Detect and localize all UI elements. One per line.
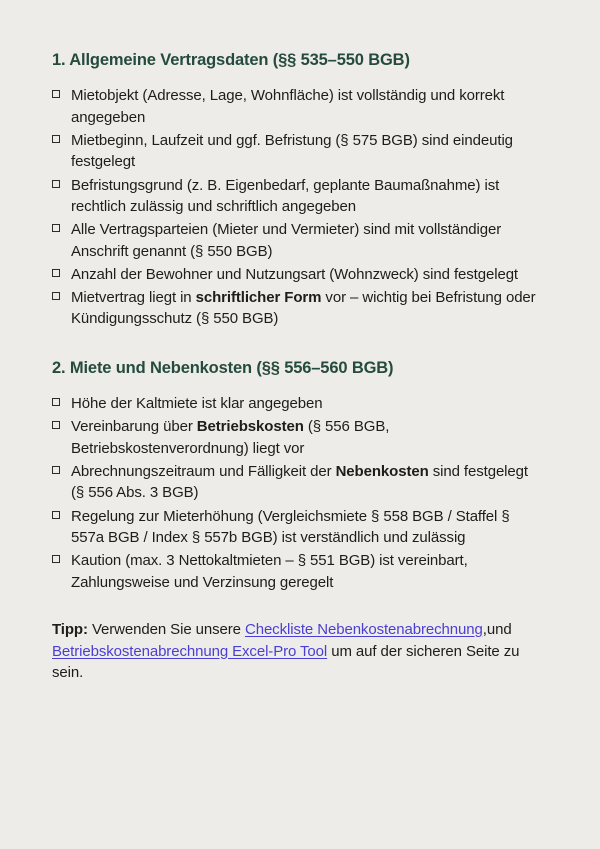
checkbox-icon[interactable] <box>52 180 60 188</box>
checklist-item[interactable] <box>52 85 544 128</box>
checklist-item[interactable] <box>52 461 544 504</box>
emphasis-text: Nebenkosten <box>335 463 429 481</box>
section-heading: 2. Miete und Nebenkosten (§§ 556–560 BGB) <box>52 358 394 377</box>
checklist-item-label: Abrechnungszeitraum und Fälligkeit der Nebenkosten sind festgelegt (§ 556 Abs. 3 BGB) <box>71 463 528 502</box>
checkbox-icon[interactable] <box>52 135 60 143</box>
checkbox-icon[interactable] <box>52 90 60 98</box>
checklist-item[interactable] <box>52 264 544 285</box>
tip-link[interactable]: Betriebskostenabrechnung Excel-Pro Tool <box>52 642 328 660</box>
emphasis-text: schriftlicher Form <box>195 289 322 307</box>
checklist-item-label: Mietvertrag liegt in schriftlicher Form vor – wichtig bei Befristung oder Kündigungsschutz (§ 550 BGB) <box>71 289 536 328</box>
checkbox-icon[interactable] <box>52 511 60 519</box>
checklist-item[interactable] <box>52 130 544 173</box>
checkbox-icon[interactable] <box>52 421 60 429</box>
checkbox-icon[interactable] <box>52 269 60 277</box>
checklist-section-2 <box>52 393 544 593</box>
checklist-item[interactable] <box>52 506 544 549</box>
checklist-item-label: Höhe der Kaltmiete ist klar angegeben <box>71 395 323 413</box>
tip-link[interactable]: Checkliste Nebenkostenabrechnung <box>244 620 483 638</box>
checkbox-icon[interactable] <box>52 292 60 300</box>
checklist-item-label: Anzahl der Bewohner und Nutzungsart (Wohnzweck) sind festgelegt <box>71 265 519 283</box>
checklist-item-label: Mietbeginn, Laufzeit und ggf. Befristung (§ 575 BGB) sind eindeutig festgelegt <box>71 132 513 171</box>
section-heading: 1. Allgemeine Vertragsdaten (§§ 535–550 BGB) <box>52 51 410 69</box>
checklist-item[interactable] <box>52 393 544 414</box>
checklist-item-label: Regelung zur Mieterhöhung (Vergleichsmiete § 558 BGB / Staffel § 557a BGB / Index § 557b BGB) ist verständlich und zulässig <box>71 507 510 546</box>
emphasis-text: Betriebskosten <box>196 418 304 436</box>
section-miete-und-nebenkosten <box>52 358 544 593</box>
checklist-item-label: Vereinbarung über Betriebskosten (§ 556 BGB, Betriebskostenverordnung) liegt vor <box>71 418 390 457</box>
checklist-item-label: Alle Vertragsparteien (Mieter und Vermieter) sind mit vollständiger Anschrift genannt (§ 550 BGB) <box>71 221 502 260</box>
checklist-item[interactable] <box>52 287 544 330</box>
tip-body: Verwenden Sie unsere Checkliste Nebenkostenabrechnung,und Betriebskostenabrechnung Excel-Pro Tool um auf der sicheren Seite zu sein. <box>52 620 520 682</box>
checklist-section-1 <box>52 85 544 329</box>
section-allgemeine-vertragsdaten <box>52 50 544 330</box>
checklist-item[interactable] <box>52 550 544 593</box>
checklist-item[interactable] <box>52 219 544 262</box>
checklist-item-label: Kaution (max. 3 Nettokaltmieten – § 551 BGB) ist vereinbart, Zahlungsweise und Verzinsung geregelt <box>71 552 468 591</box>
checkbox-icon[interactable] <box>52 555 60 563</box>
checklist-item[interactable] <box>52 416 544 459</box>
checklist-item-label: Mietobjekt (Adresse, Lage, Wohnfläche) ist vollständig und korrekt angegeben <box>71 87 505 126</box>
tip-label: Tipp: <box>52 620 88 638</box>
checkbox-icon[interactable] <box>52 224 60 232</box>
checkbox-icon[interactable] <box>52 398 60 406</box>
checkbox-icon[interactable] <box>52 466 60 474</box>
tip-paragraph <box>52 619 544 684</box>
checklist-item[interactable] <box>52 175 544 218</box>
checklist-item-label: Befristungsgrund (z. B. Eigenbedarf, geplante Baumaßnahme) ist rechtlich zulässig und schriftlich angegeben <box>71 176 500 215</box>
